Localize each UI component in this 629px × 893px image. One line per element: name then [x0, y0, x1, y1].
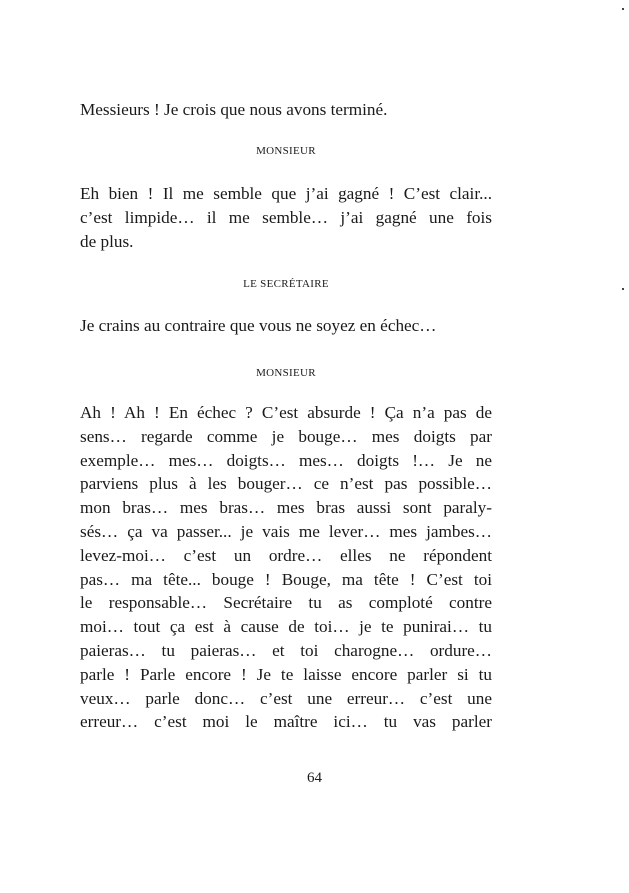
text-line: moi… tout ça est à cause de toi… je te punirai… tu: [80, 617, 492, 637]
text-line: c’est limpide… il me semble… j’ai gagné une fois: [80, 207, 492, 227]
speaker-name-monsieur: MONSIEUR: [256, 367, 316, 379]
speaker-name-le-secretaire: LE SECRÉTAIRE: [243, 278, 329, 290]
page-number: 64: [307, 770, 322, 786]
dialogue-paragraph-3: [80, 314, 492, 338]
text-line: erreur… c’est moi le maître ici… tu vas parler: [80, 712, 492, 732]
scan-speck: [622, 288, 624, 290]
text-line: Messieurs ! Je crois que nous avons terminé.: [80, 100, 388, 119]
text-line: Je crains au contraire que vous ne soyez en échec…: [80, 316, 437, 335]
dialogue-paragraph-1: [80, 98, 492, 122]
scan-speck: [622, 8, 624, 10]
text-line: pas… ma tête... bouge ! Bouge, ma tête ! C’est toi: [80, 569, 492, 589]
text-line: sens… regarde comme je bouge… mes doigts par: [80, 426, 492, 446]
text-line: de plus.: [80, 231, 134, 251]
text-line: mon bras… mes bras… mes bras aussi sont paraly-: [80, 498, 492, 518]
dialogue-paragraph-4: [80, 401, 492, 734]
text-line: paieras… tu paieras… et toi charogne… ordure…: [80, 640, 492, 660]
text-line: exemple… mes… doigts… mes… doigts !… Je ne: [80, 450, 492, 470]
text-line: parle ! Parle encore ! Je te laisse encore parler si tu: [80, 664, 492, 684]
text-line: Ah ! Ah ! En échec ? C’est absurde ! Ça n’a pas de: [80, 403, 492, 422]
text-line: Eh bien ! Il me semble que j’ai gagné ! C’est clair...: [80, 184, 492, 203]
text-line: sés… ça va passer... je vais me lever… mes jambes…: [80, 521, 492, 541]
text-line: parviens plus à les bouger… ce n’est pas possible…: [80, 474, 492, 494]
text-line: levez-moi… c’est un ordre… elles ne répondent: [80, 545, 492, 565]
text-line: le responsable… Secrétaire tu as comploté contre: [80, 593, 492, 613]
dialogue-paragraph-2: [80, 182, 492, 253]
text-line: veux… parle donc… c’est une erreur… c’est une: [80, 688, 492, 708]
speaker-name-monsieur: MONSIEUR: [256, 145, 316, 157]
